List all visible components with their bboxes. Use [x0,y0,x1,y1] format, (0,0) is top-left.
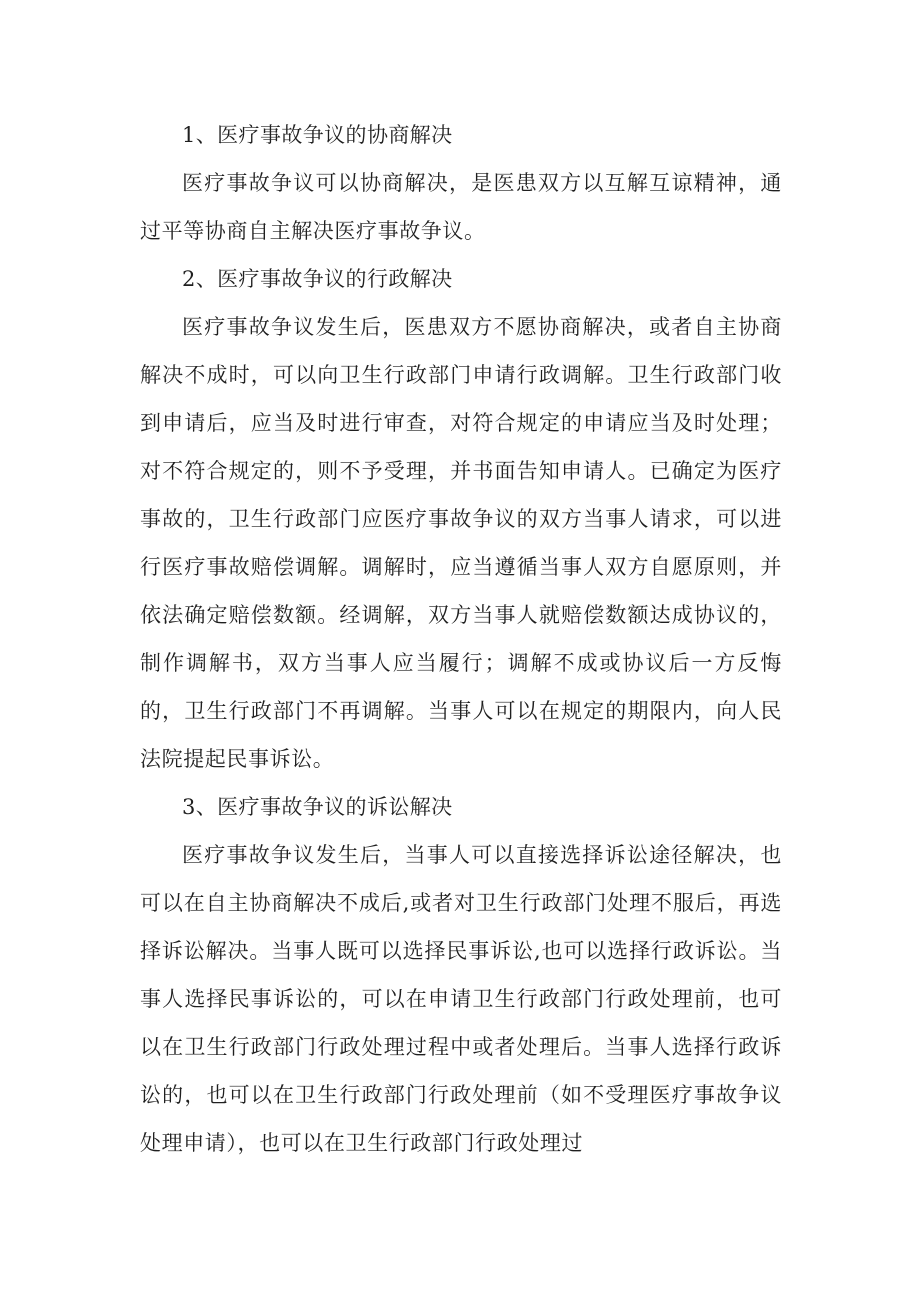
section-paragraph-litigation: 医疗事故争议发生后，当事人可以直接选择诉讼途径解决，也可以在自主协商解决不成后,或者对卫生行政部门处理不服后，再选择诉讼解决。当事人既可以选择民事诉讼,也可以选择行政诉讼。当事人选择民事诉讼的，可以在申请卫生行政部门行政处理前，也可以在卫生行政部门行政处理过程中或者处理后。当事人选择行政诉讼的，也可以在卫生行政部门行政处理前（如不受理医疗事故争议处理申请），也可以在卫生行政部门行政处理过 [140,843,782,1155]
section-paragraph-consultation: 医疗事故争议可以协商解决，是医患双方以互解互谅精神，通过平等协商自主解决医疗事故争议。 [140,171,782,243]
section-heading-consultation: 1、医疗事故争议的协商解决 [182,123,453,147]
section-heading-administrative: 2、医疗事故争议的行政解决 [182,267,453,291]
section-paragraph-administrative: 医疗事故争议发生后，医患双方不愿协商解决，或者自主协商解决不成时，可以向卫生行政部门申请行政调解。卫生行政部门收到申请后，应当及时进行审查，对符合规定的申请应当及时处理；对不符合规定的，则不予受理，并书面告知申请人。已确定为医疗事故的，卫生行政部门应医疗事故争议的双方当事人请求，可以进行医疗事故赔偿调解。调解时，应当遵循当事人双方自愿原则，并依法确定赔偿数额。经调解，双方当事人就赔偿数额达成协议的，制作调解书，双方当事人应当履行；调解不成或协议后一方反悔的，卫生行政部门不再调解。当事人可以在规定的期限内，向人民法院提起民事诉讼。 [140,315,782,771]
section-heading-litigation: 3、医疗事故争议的诉讼解决 [182,795,453,819]
